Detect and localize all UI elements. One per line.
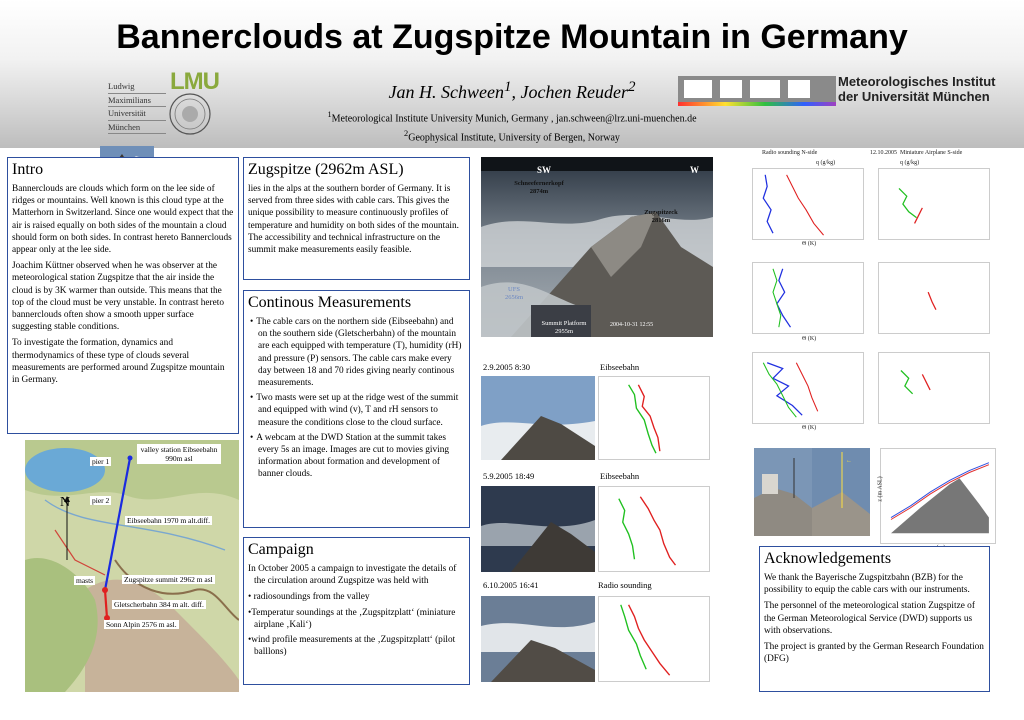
map-label-summit: Zugspitze summit 2962 m asl (124, 575, 213, 584)
webcam-photo (481, 596, 595, 682)
pilot-balloon-photo (812, 448, 870, 536)
map-label-valley-station: valley station Eibseebahn 990m asl (137, 444, 221, 464)
example-label: Radio sounding (598, 580, 652, 590)
intro-paragraph: Joachim Küttner observed when he was observer at the meteorological station Zugspitze that the air inside the cloud is by 3K warmer than outside. This means that the top of the cloud must be very unstable. In contrast hereto bannerclouds often show a smooth upper surface suggesting stable conditions. (12, 261, 224, 333)
map-label-sonn-alpin: Sonn Alpin 2576 m asl. (106, 620, 177, 629)
list-item: • A webcam at the DWD Station at the summit takes every 5s an image. Images are cut to movies giving information about formation and development of banner clouds. (248, 432, 465, 481)
met-institute-name: Meteorologisches Institut der Universität München (838, 74, 996, 104)
campaign-intro: In October 2005 a campaign to investigate the details of the circulation around Zugspitze was held with (248, 564, 457, 587)
ack-paragraph: The project is granted by the German Research Foundation (DFG) (764, 642, 984, 665)
north-arrow-label: N (60, 495, 71, 510)
webcam-photo (481, 376, 595, 460)
list-item: •Temperatur soundings at the ‚Zugspitzplatt‘ (miniature airplane ‚Kali‘) (248, 607, 456, 630)
sounding-plot (752, 262, 864, 334)
ack-paragraph: We thank the Bayerische Zugspitzbahn (BZB) for the possibility to equip the cable cars with our instruments. (764, 573, 970, 596)
sounding-axis-bottom: Θ (K) (802, 241, 817, 247)
list-item: •wind profile measurements at the ‚Zugspitzplatt‘ (pilot balllons) (248, 635, 456, 658)
lmu-word: Universität (108, 107, 166, 121)
photo-timestamp: 2004-10-31 12:55 (610, 322, 654, 328)
sounding-plot (878, 168, 990, 240)
sounding-axis-top: q (g/kg) (816, 160, 836, 166)
sounding-header-left: Radio sounding N-side (762, 150, 818, 156)
photo-label-w: W (690, 165, 699, 175)
sounding-plot (752, 168, 864, 240)
ack-title: Acknowledgements (764, 550, 892, 567)
profile-plot (598, 376, 710, 460)
map-label-eibseebahn: Eibseebahn 1970 m alt.diff. (127, 516, 210, 525)
photo-label-platform: Summit Platform 2955m (541, 320, 587, 335)
continuous-panel (243, 290, 470, 528)
sounding-plot (878, 262, 990, 334)
sounding-axis-bottom: Θ (K) (802, 336, 817, 342)
lmu-word: Ludwig (108, 80, 166, 94)
zugspitze-text: lies in the alps at the southern border of Germany. It is served from three sides with cable cars. This gives the unique possibility to measure continuously profiles of temperature and humidity on both sides of the mountain. The accessibility and technical infrastructure on the summit make measurements easily feasible. (248, 184, 459, 256)
photo-label-sw: SW (537, 165, 552, 175)
intro-paragraph: To investigate the formation, dynamics and thermodynamics of these type of clouds several measurements are performed around Zugspitze mountain in Germany. (12, 338, 225, 386)
sounding-axis-side: z (km ASL) (753, 186, 760, 216)
poster-title: Bannerclouds at Zugspitze Mountain in Germany (116, 18, 908, 56)
profile-plot (598, 486, 710, 572)
wind-axis-y: z (m ASL) (877, 476, 884, 502)
photo-label-schneefernerkopf: Schneefernerkopf 2874m (514, 180, 564, 195)
zugspitze-title: Zugspitze (2962m ASL) (248, 161, 404, 178)
sounding-axis-bottom: Θ (K) (802, 425, 817, 431)
example-date: 2.9.2005 8:30 (483, 362, 530, 372)
acknowledgements-panel (759, 546, 990, 692)
photo-label-ufs: UFS 2656m (504, 286, 524, 301)
lmu-logo: LMU (170, 68, 219, 95)
lmu-word: München (108, 121, 166, 135)
webcam-photo (481, 486, 595, 572)
mast-photo (754, 448, 812, 536)
photo-label-zugspitzeck: Zugspitzeck 2816m (644, 209, 678, 224)
sounding-header-right: Miniature Airplane S-side (900, 150, 963, 156)
affiliation-1: $^1$Meteorological Institute University Munich, Germany , jan.schween@lrz.uni-muenchen.de (327, 110, 697, 125)
sounding-plot (878, 352, 990, 424)
campaign-title: Campaign (248, 541, 314, 558)
lmu-word: Maximilians (108, 94, 166, 108)
affiliation-2: $^2$Geophysical Institute, University of Bergen, Norway (404, 129, 620, 144)
intro-paragraph: Bannerclouds are clouds which form on the lee side of ridges or mountains. Well known is this cloud type at the Matterhorn in Switzerland. Since one would expect that the air is raised equally on both sides of the mountain a cloud should form on both sides. In contrast hereto Bannerclouds appear only at the lee side. (12, 184, 234, 256)
list-item: • The cable cars on the northern side (Eibseebahn) and on the southern side (Gletscherbahn) of the mountain are each equipped with temperature (T), humidity (rH) and pressure (P) sensors. The cable cars make every day between 18 and 70 rides giving nearly continous measurements. (248, 316, 465, 389)
map-label-gletscherbahn: Gletscherbahn 384 m alt. diff. (114, 600, 204, 609)
balloon-marker: ← (846, 458, 852, 464)
authors: Jan H. Schween$^1$, Jochen Reuder$^2$ (388, 79, 636, 102)
example-date: 6.10.2005 16:41 (483, 580, 539, 590)
map-label-pier2: pier 2 (92, 496, 110, 505)
campaign-panel (243, 537, 470, 685)
zugspitze-panel (243, 157, 470, 280)
example-date: 5.9.2005 18:49 (483, 471, 535, 481)
met-institute-logo (678, 76, 836, 106)
example-label: Eibseebahn (600, 362, 640, 372)
list-item: • Two masts were set up at the ridge west of the summit and equipped with wind (v), T and rH sensors to measure the conditions close to the cloud surface. (248, 392, 465, 429)
continuous-title: Continous Measurements (248, 294, 412, 311)
map-label-masts: masts (76, 576, 94, 585)
wind-profile-plot (877, 448, 996, 544)
map-label-pier1: pier 1 (92, 457, 110, 466)
sounding-header-date: 12.10.2005 (870, 150, 897, 156)
list-item: • radiosoundings from the valley (248, 592, 370, 603)
example-label: Eibseebahn (600, 471, 640, 481)
poster-header (0, 0, 1024, 148)
profile-plot (598, 596, 710, 682)
sounding-plot (752, 352, 864, 424)
intro-panel (7, 157, 239, 434)
zugspitze-map (25, 440, 239, 692)
intro-title: Intro (12, 161, 44, 178)
sounding-axis-top: q (g/kg) (900, 160, 920, 166)
ack-paragraph: The personnel of the meteorological station Zugspitze of the German Meteorological Service (DWD) supports us with observations. (764, 601, 975, 636)
